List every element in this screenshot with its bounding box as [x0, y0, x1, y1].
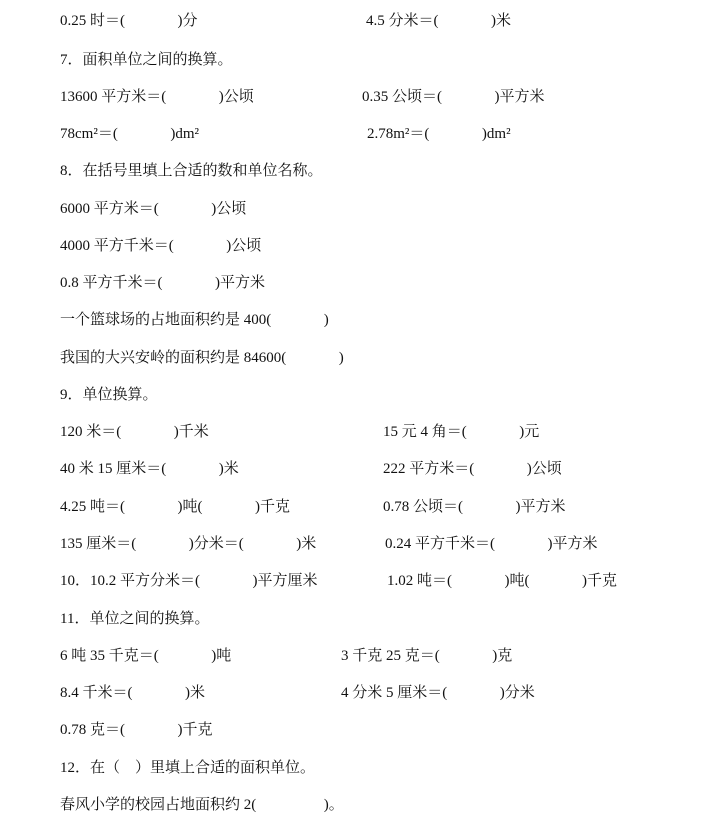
- question-text: 0.24 平方千米＝( )平方米: [385, 536, 598, 552]
- question-text: 1.02 吨＝( )吨( )千克: [387, 573, 617, 589]
- question-text: 6000 平方米＝( )公顷: [60, 201, 247, 217]
- question-text: 4.5 分米＝( )米: [366, 13, 511, 29]
- question-text: 0.25 时＝( )分: [60, 13, 198, 29]
- question-text: 我国的大兴安岭的面积约是 84600( ): [60, 350, 344, 366]
- question-text: 4 分米 5 厘米＝( )分米: [341, 685, 535, 701]
- question-text: 0.8 平方千米＝( )平方米: [60, 275, 265, 291]
- question-text: 15 元 4 角＝( )元: [383, 424, 540, 440]
- question-text: 4000 平方千米＝( )公顷: [60, 238, 262, 254]
- question-text: 40 米 15 厘米＝( )米: [60, 461, 239, 477]
- question-text: 120 米＝( )千米: [60, 424, 209, 440]
- question-text: 3 千克 25 克＝( )克: [341, 648, 513, 664]
- question-text: 7．面积单位之间的换算。: [60, 52, 233, 68]
- question-text: 0.78 克＝( )千克: [60, 722, 213, 738]
- question-text: 9．单位换算。: [60, 387, 158, 403]
- question-text: 135 厘米＝( )分米＝( )米: [60, 536, 317, 552]
- question-text: 10．10.2 平方分米＝( )平方厘米: [60, 573, 318, 589]
- question-text: 0.78 公顷＝( )平方米: [383, 499, 566, 515]
- question-text: 8.4 千米＝( )米: [60, 685, 205, 701]
- question-text: 8．在括号里填上合适的数和单位名称。: [60, 163, 323, 179]
- question-text: 6 吨 35 千克＝( )吨: [60, 648, 232, 664]
- question-text: 一个篮球场的占地面积约是 400( ): [60, 312, 329, 328]
- question-text: 11．单位之间的换算。: [60, 611, 210, 627]
- question-text: 4.25 吨＝( )吨( )千克: [60, 499, 290, 515]
- question-text: 78cm²＝( )dm²: [60, 126, 199, 142]
- question-text: 0.35 公顷＝( )平方米: [362, 89, 545, 105]
- question-text: 13600 平方米＝( )公顷: [60, 89, 254, 105]
- question-text: 春风小学的校园占地面积约 2( )。: [60, 797, 344, 813]
- question-text: 12．在（ ）里填上合适的面积单位。: [60, 760, 316, 776]
- question-text: 222 平方米＝( )公顷: [383, 461, 562, 477]
- question-text: 2.78m²＝( )dm²: [367, 126, 511, 142]
